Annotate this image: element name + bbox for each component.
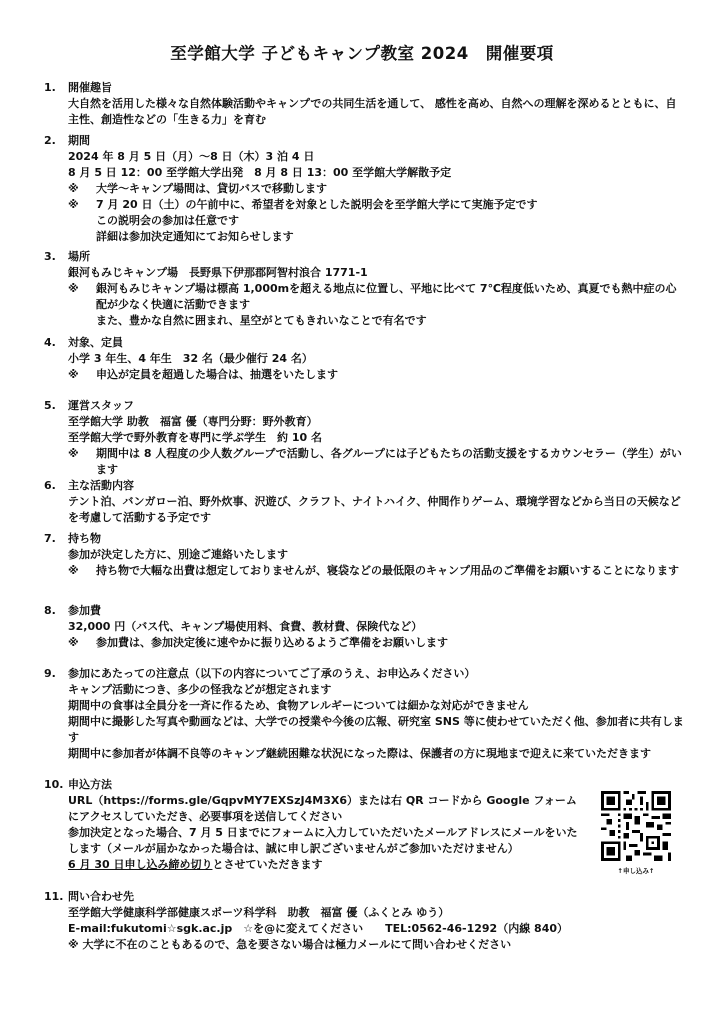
section-contact (44, 889, 684, 953)
contact-person: 至学館大学健康科学部健康スポーツ科学科 助教 福富 優（ふくとみ ゆう） (68, 906, 450, 919)
staff-lead: 至学館大学 助教 福富 優（専門分野：野外教育） (68, 415, 318, 428)
contact-note: ※ 大学に不在のこともあるので、急を要さない場合は極力メールにて問い合わせください (68, 938, 512, 951)
section-activities (44, 478, 684, 526)
target-text: 小学 3 年生、4 年生 32 名（最少催行 24 名） (68, 352, 313, 365)
section-heading: 持ち物 (68, 532, 101, 545)
section-number: 1. (44, 81, 56, 94)
section-heading: 場所 (68, 250, 90, 263)
section-number: 10. (44, 778, 64, 791)
contact-email-tel: E-mail:fukutomi☆sgk.ac.jp ☆を@に変えてください TEL:0562-46-1292（内線 840） (68, 922, 569, 935)
note: ※ 期間中は 8 人程度の少人数グループで活動し、各グループには子どもたちの活動支援をするカウンセラー（学生）がいます (68, 447, 682, 476)
note: ※ 銀河もみじキャンプ場は標高 1,000mを超える地点に位置し、平地に比べて 7℃程度低いため、真夏でも熱中症の心配が少なく快適に活動できます また、豊かな自然に囲まれ、星空がとてもきれいなことで有名です (68, 282, 677, 327)
section-number: 7. (44, 532, 56, 545)
section-number: 11. (44, 890, 64, 903)
section-fee (44, 603, 684, 651)
staff-students: 至学館大学で野外教育を専門に学ぶ学生 約 10 名 (68, 431, 322, 444)
section-application: 10. 申込方法 URL（https://forms.gle/GqpvMY7EXSzJ4M3X6）または右 QR コードから Google フォームにアクセスしていただき、必要事項を送信してください 参加決定となった場合、7 月 5 日までにフォームに入力していただいたメールアドレスにメールをいたします（メールが届かなかった場合は、誠に申し訳ございませんがご参加いただけません） 6 月 30 日申し込み締め切りとさせていただきます (44, 777, 684, 873)
section-purpose (44, 80, 684, 128)
section-heading: 申込方法 (68, 778, 112, 791)
section-heading: 参加費 (68, 604, 101, 617)
section-belongings (44, 531, 684, 579)
note: ※ 参加費は、参加決定後に速やかに振り込めるようご準備をお願いします (68, 636, 448, 649)
section-target (44, 335, 684, 383)
application-url[interactable]: URL（https://forms.gle/GqpvMY7EXSzJ4M3X6）または右 QR コードから Google フォームにアクセスしていただき、必要事項を送信してください (68, 794, 577, 823)
note: ※ 7 月 20 日（土）の午前中に、希望者を対象とした説明会を至学館大学にて実施予定です この説明会の参加は任意です 詳細は参加決定通知にてお知らせします (68, 198, 538, 243)
section-number: 9. (44, 667, 56, 680)
section-heading: 期間 (68, 134, 90, 147)
section-number: 4. (44, 336, 56, 349)
section-heading: 開催趣旨 (68, 81, 112, 94)
section-period (44, 133, 684, 245)
section-cautions: 9. 参加にあたっての注意点（以下の内容についてご了承のうえ、お申込みください） キャンプ活動につき、多少の怪我などが想定されます 期間中の食事は全員分を一斉に作るため、食物アレルギーについては細かな対応ができません 期間中に撮影した写真や動画などは、大学での授業や今後の広報、研究室 SNS 等に使わせていただく他、参加者に共有します 期間中に参加者が体調不良等のキャンプ継続困難な状況になった際は、保護者の方に現地まで迎えに来ていただきます (44, 667, 684, 760)
qr-caption: ↑申し込み↑ (617, 867, 655, 875)
section-heading: 参加にあたっての注意点（以下の内容についてご了承のうえ、お申込みください） (68, 667, 476, 680)
section-location (44, 249, 684, 329)
deadline: 6 月 30 日申し込み締め切り (68, 858, 213, 871)
qr-code[interactable] (601, 791, 671, 861)
fee-amount: 32,000 円（バス代、キャンプ場使用料、食費、教材費、保険代など） (68, 620, 423, 633)
note: ※ 持ち物で大幅な出費は想定しておりませんが、寝袋などの最低限のキャンプ用品のご準備をお願いすることになります (68, 564, 679, 577)
section-number: 2. (44, 134, 56, 147)
section-number: 6. (44, 479, 56, 492)
note: ※ 申込が定員を超過した場合は、抽選をいたします (68, 368, 338, 381)
note: ※ 大学～キャンプ場間は、貸切バスで移動します (68, 182, 327, 195)
section-heading: 運営スタッフ (68, 399, 134, 412)
period-times: 8 月 5 日 12：00 至学館大学出発 8 月 8 日 13：00 至学館大学解散予定 (68, 166, 452, 179)
page-title: 至学館大学 子どもキャンプ教室 2024 開催要項 (170, 44, 554, 63)
period-dates: 2024 年 8 月 5 日（月）～8 日（木）3 泊 4 日 (68, 150, 315, 163)
section-heading: 対象、定員 (68, 336, 123, 349)
location-address: 銀河もみじキャンプ場 長野県下伊那郡阿智村浪合 1771-1 (68, 266, 368, 279)
section-text: テント泊、バンガロー泊、野外炊事、沢遊び、クラフト、ナイトハイク、仲間作りゲーム、環境学習などから当日の天候などを考慮して活動する予定です (68, 495, 681, 524)
section-number: 8. (44, 604, 56, 617)
section-staff (44, 398, 684, 478)
section-heading: 問い合わせ先 (68, 890, 134, 903)
section-heading: 主な活動内容 (68, 479, 134, 492)
belongings-text: 参加が決定した方に、別途ご連絡いたします (68, 548, 288, 561)
section-number: 3. (44, 250, 56, 263)
section-text: 大自然を活用した様々な自然体験活動やキャンプでの共同生活を通して、 感性を高め、自然への理解を深めるとともに、自主性、創造性などの「生きる力」を育む (68, 97, 677, 126)
section-number: 5. (44, 399, 56, 412)
